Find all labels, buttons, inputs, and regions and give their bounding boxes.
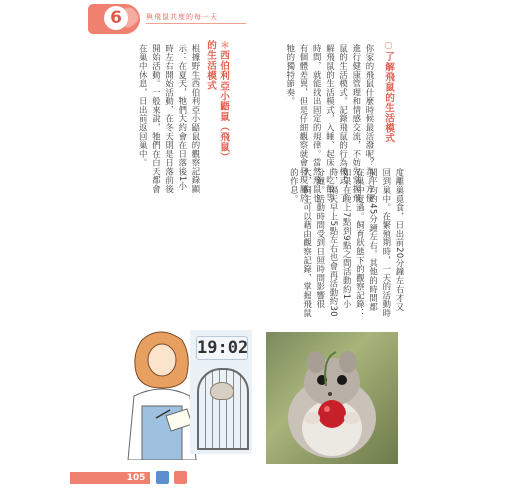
blue-cat-icon (156, 471, 169, 484)
main-section-body: 你家的飛鼠什麼時候最活潑呢？為了方便進行健康管理和情感交流，不妨先掌握飛鼠的生活模式。記錄飛鼠的行為模式，了解飛鼠的生活模式，入睡、起床、吃飯等時間，就能找出固定的規律。當然飛鼠也有個體差異，但是仔細觀察就會發現屬於牠的獨特節奏。 (285, 44, 375, 203)
main-section-title: ○了解飛鼠的生活模式 (383, 40, 394, 144)
page-number: 105 (126, 473, 146, 483)
right-text-column: 度離巢覓食，日出前20分鐘左右才又回到巢中。在繁殖期時，一天的活動時間平均約45分鐘左右。其他的時間都在巢中度過。飼育狀態下的觀察記錄：如果在晚上7點到9點之間活動約1小時，隔天早上5點左右也會再活動約30分鐘。活動時間受到日照時間影響很大，飼主可以藉由觀察記錄，掌握飛鼠的作息。 (289, 168, 405, 318)
header-divider (146, 23, 246, 24)
chapter-title: 與飛鼠共度的每一天 (146, 13, 218, 21)
red-heart-icon (174, 471, 187, 484)
cage-illustration (197, 368, 249, 450)
flying-squirrel-in-cage-icon (210, 382, 234, 400)
side-section-title: ＊西伯利亞小鼯鼠（飛鼠）的生活模式 (205, 40, 229, 158)
flying-squirrel-photo (266, 332, 398, 464)
girl-writing-illustration (112, 326, 202, 460)
squirrel-silhouette-icon (88, 2, 148, 36)
chapter-number: 6 (104, 6, 128, 30)
side-section-body: 根據野生西伯利亞小鼯鼠的觀察記錄顯示：在夏天，牠們大約會在日落後1小時左右開始活動，在冬天則是日落前後開始活動。一般來說，牠們在白天都會在巢中休息，日出前返回巢中。 (138, 44, 201, 194)
digital-clock: 19:02 (197, 338, 249, 358)
